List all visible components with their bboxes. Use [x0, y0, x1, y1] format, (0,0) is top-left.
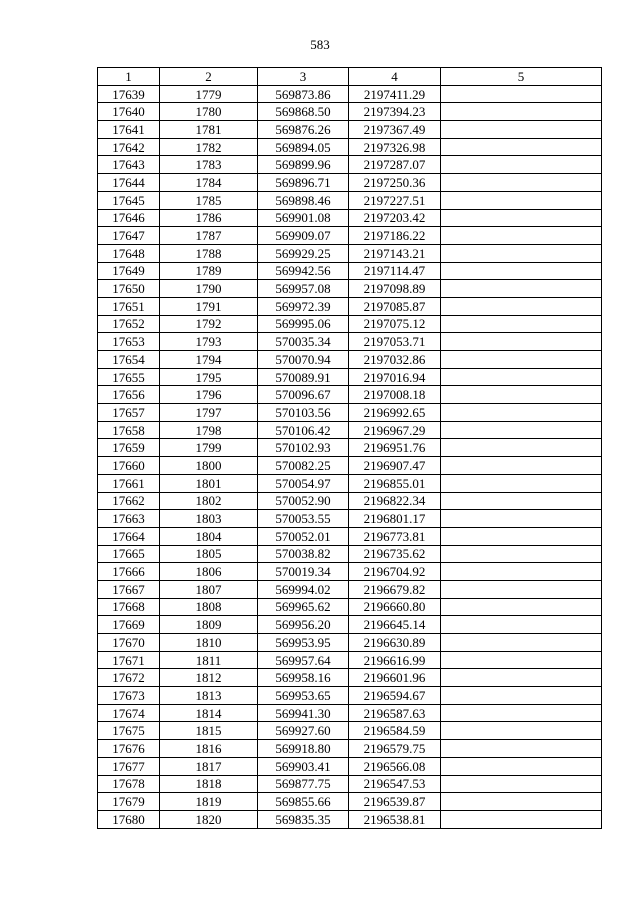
x-coordinate-cell: 570106.42 [258, 421, 349, 439]
table-row [98, 174, 602, 192]
vertex-number-cell: 1781 [160, 121, 258, 139]
vertex-number-cell: 1820 [160, 810, 258, 828]
vertex-number-cell: 1795 [160, 368, 258, 386]
note-cell [441, 368, 602, 386]
y-coordinate-cell: 2197114.47 [349, 262, 441, 280]
note-cell [441, 722, 602, 740]
table-row [98, 722, 602, 740]
note-cell [441, 280, 602, 298]
x-coordinate-cell: 569957.64 [258, 651, 349, 669]
vertex-number-cell: 1787 [160, 227, 258, 245]
note-cell [441, 510, 602, 528]
table-row [98, 457, 602, 475]
y-coordinate-cell: 2197053.71 [349, 333, 441, 351]
point-number-cell: 17673 [98, 687, 160, 705]
vertex-number-cell: 1808 [160, 598, 258, 616]
x-coordinate-cell: 569909.07 [258, 227, 349, 245]
x-coordinate-cell: 569965.62 [258, 598, 349, 616]
note-cell [441, 333, 602, 351]
note-cell [441, 404, 602, 422]
note-cell [441, 103, 602, 121]
y-coordinate-cell: 2197008.18 [349, 386, 441, 404]
note-cell [441, 545, 602, 563]
vertex-number-cell: 1793 [160, 333, 258, 351]
note-cell [441, 634, 602, 652]
x-coordinate-cell: 570102.93 [258, 439, 349, 457]
note-cell [441, 297, 602, 315]
y-coordinate-cell: 2197326.98 [349, 138, 441, 156]
note-cell [441, 156, 602, 174]
vertex-number-cell: 1800 [160, 457, 258, 475]
table-row [98, 545, 602, 563]
vertex-number-cell: 1791 [160, 297, 258, 315]
x-coordinate-cell: 569835.35 [258, 810, 349, 828]
x-coordinate-cell: 569903.41 [258, 757, 349, 775]
table-row [98, 315, 602, 333]
vertex-number-cell: 1780 [160, 103, 258, 121]
x-coordinate-cell: 569896.71 [258, 174, 349, 192]
y-coordinate-cell: 2196601.96 [349, 669, 441, 687]
x-coordinate-cell: 569877.75 [258, 775, 349, 793]
x-coordinate-cell: 570082.25 [258, 457, 349, 475]
vertex-number-cell: 1805 [160, 545, 258, 563]
x-coordinate-cell: 570052.90 [258, 492, 349, 510]
vertex-number-cell: 1783 [160, 156, 258, 174]
x-coordinate-cell: 569953.95 [258, 634, 349, 652]
x-coordinate-cell: 569873.86 [258, 85, 349, 103]
table-row [98, 421, 602, 439]
note-cell [441, 687, 602, 705]
vertex-number-cell: 1806 [160, 563, 258, 581]
point-number-cell: 17679 [98, 793, 160, 811]
x-coordinate-cell: 569957.08 [258, 280, 349, 298]
vertex-number-cell: 1794 [160, 351, 258, 369]
point-number-cell: 17640 [98, 103, 160, 121]
y-coordinate-cell: 2196616.99 [349, 651, 441, 669]
point-number-cell: 17672 [98, 669, 160, 687]
vertex-number-cell: 1812 [160, 669, 258, 687]
point-number-cell: 17661 [98, 474, 160, 492]
table-row [98, 740, 602, 758]
y-coordinate-cell: 2197016.94 [349, 368, 441, 386]
page-number: 583 [310, 37, 330, 52]
y-coordinate-cell: 2197250.36 [349, 174, 441, 192]
y-coordinate-cell: 2196773.81 [349, 527, 441, 545]
note-cell [441, 386, 602, 404]
vertex-number-cell: 1784 [160, 174, 258, 192]
table-row [98, 404, 602, 422]
vertex-number-cell: 1782 [160, 138, 258, 156]
table-row [98, 156, 602, 174]
note-cell [441, 563, 602, 581]
y-coordinate-cell: 2196579.75 [349, 740, 441, 758]
note-cell [441, 527, 602, 545]
vertex-number-cell: 1796 [160, 386, 258, 404]
vertex-number-cell: 1792 [160, 315, 258, 333]
point-number-cell: 17665 [98, 545, 160, 563]
table-header-row [98, 68, 602, 86]
point-number-cell: 17676 [98, 740, 160, 758]
y-coordinate-cell: 2197367.49 [349, 121, 441, 139]
note-cell [441, 174, 602, 192]
point-number-cell: 17653 [98, 333, 160, 351]
x-coordinate-cell: 570089.91 [258, 368, 349, 386]
column-header-1: 1 [98, 68, 160, 86]
note-cell [441, 227, 602, 245]
note-cell [441, 439, 602, 457]
table-row [98, 793, 602, 811]
table-row [98, 297, 602, 315]
x-coordinate-cell: 569956.20 [258, 616, 349, 634]
x-coordinate-cell: 569958.16 [258, 669, 349, 687]
table-row [98, 616, 602, 634]
x-coordinate-cell: 569941.30 [258, 704, 349, 722]
note-cell [441, 810, 602, 828]
table-row [98, 474, 602, 492]
table-row [98, 103, 602, 121]
x-coordinate-cell: 570053.55 [258, 510, 349, 528]
point-number-cell: 17666 [98, 563, 160, 581]
x-coordinate-cell: 569972.39 [258, 297, 349, 315]
y-coordinate-cell: 2196822.34 [349, 492, 441, 510]
table-row [98, 439, 602, 457]
vertex-number-cell: 1799 [160, 439, 258, 457]
point-number-cell: 17659 [98, 439, 160, 457]
y-coordinate-cell: 2197186.22 [349, 227, 441, 245]
point-number-cell: 17656 [98, 386, 160, 404]
point-number-cell: 17641 [98, 121, 160, 139]
y-coordinate-cell: 2196855.01 [349, 474, 441, 492]
vertex-number-cell: 1804 [160, 527, 258, 545]
table-row [98, 262, 602, 280]
x-coordinate-cell: 569953.65 [258, 687, 349, 705]
column-header-5: 5 [441, 68, 602, 86]
table-row [98, 85, 602, 103]
vertex-number-cell: 1803 [160, 510, 258, 528]
vertex-number-cell: 1785 [160, 191, 258, 209]
note-cell [441, 421, 602, 439]
y-coordinate-cell: 2196679.82 [349, 580, 441, 598]
y-coordinate-cell: 2197143.21 [349, 244, 441, 262]
vertex-number-cell: 1813 [160, 687, 258, 705]
x-coordinate-cell: 569899.96 [258, 156, 349, 174]
point-number-cell: 17655 [98, 368, 160, 386]
vertex-number-cell: 1809 [160, 616, 258, 634]
vertex-number-cell: 1807 [160, 580, 258, 598]
note-cell [441, 262, 602, 280]
vertex-number-cell: 1810 [160, 634, 258, 652]
table-row [98, 244, 602, 262]
x-coordinate-cell: 570052.01 [258, 527, 349, 545]
table-row [98, 775, 602, 793]
table-row [98, 121, 602, 139]
point-number-cell: 17677 [98, 757, 160, 775]
y-coordinate-cell: 2196587.63 [349, 704, 441, 722]
table-row [98, 651, 602, 669]
column-header-3: 3 [258, 68, 349, 86]
point-number-cell: 17670 [98, 634, 160, 652]
point-number-cell: 17658 [98, 421, 160, 439]
note-cell [441, 598, 602, 616]
point-number-cell: 17642 [98, 138, 160, 156]
x-coordinate-cell: 569898.46 [258, 191, 349, 209]
y-coordinate-cell: 2197085.87 [349, 297, 441, 315]
column-header-4: 4 [349, 68, 441, 86]
vertex-number-cell: 1818 [160, 775, 258, 793]
vertex-number-cell: 1798 [160, 421, 258, 439]
point-number-cell: 17648 [98, 244, 160, 262]
table-row [98, 810, 602, 828]
point-number-cell: 17647 [98, 227, 160, 245]
vertex-number-cell: 1802 [160, 492, 258, 510]
point-number-cell: 17652 [98, 315, 160, 333]
point-number-cell: 17649 [98, 262, 160, 280]
y-coordinate-cell: 2197394.23 [349, 103, 441, 121]
table-row [98, 227, 602, 245]
table-body [98, 85, 602, 828]
table-row [98, 510, 602, 528]
y-coordinate-cell: 2196630.89 [349, 634, 441, 652]
point-number-cell: 17669 [98, 616, 160, 634]
y-coordinate-cell: 2196907.47 [349, 457, 441, 475]
y-coordinate-cell: 2196951.76 [349, 439, 441, 457]
y-coordinate-cell: 2197032.86 [349, 351, 441, 369]
table-row [98, 580, 602, 598]
point-number-cell: 17678 [98, 775, 160, 793]
x-coordinate-cell: 569942.56 [258, 262, 349, 280]
point-number-cell: 17674 [98, 704, 160, 722]
y-coordinate-cell: 2196704.92 [349, 563, 441, 581]
vertex-number-cell: 1779 [160, 85, 258, 103]
point-number-cell: 17646 [98, 209, 160, 227]
point-number-cell: 17675 [98, 722, 160, 740]
y-coordinate-cell: 2197411.29 [349, 85, 441, 103]
note-cell [441, 121, 602, 139]
point-number-cell: 17663 [98, 510, 160, 528]
note-cell [441, 244, 602, 262]
point-number-cell: 17667 [98, 580, 160, 598]
x-coordinate-cell: 570096.67 [258, 386, 349, 404]
note-cell [441, 85, 602, 103]
table-row [98, 598, 602, 616]
x-coordinate-cell: 569918.80 [258, 740, 349, 758]
point-number-cell: 17644 [98, 174, 160, 192]
point-number-cell: 17671 [98, 651, 160, 669]
point-number-cell: 17657 [98, 404, 160, 422]
vertex-number-cell: 1815 [160, 722, 258, 740]
y-coordinate-cell: 2197098.89 [349, 280, 441, 298]
note-cell [441, 209, 602, 227]
y-coordinate-cell: 2196735.62 [349, 545, 441, 563]
note-cell [441, 651, 602, 669]
vertex-number-cell: 1789 [160, 262, 258, 280]
x-coordinate-cell: 570070.94 [258, 351, 349, 369]
note-cell [441, 474, 602, 492]
point-number-cell: 17664 [98, 527, 160, 545]
point-number-cell: 17668 [98, 598, 160, 616]
note-cell [441, 351, 602, 369]
note-cell [441, 580, 602, 598]
y-coordinate-cell: 2197075.12 [349, 315, 441, 333]
table-row [98, 492, 602, 510]
y-coordinate-cell: 2197203.42 [349, 209, 441, 227]
note-cell [441, 492, 602, 510]
table-row [98, 333, 602, 351]
table-row [98, 280, 602, 298]
vertex-number-cell: 1811 [160, 651, 258, 669]
point-number-cell: 17643 [98, 156, 160, 174]
vertex-number-cell: 1786 [160, 209, 258, 227]
note-cell [441, 191, 602, 209]
table-row [98, 757, 602, 775]
point-number-cell: 17650 [98, 280, 160, 298]
x-coordinate-cell: 569901.08 [258, 209, 349, 227]
x-coordinate-cell: 569868.50 [258, 103, 349, 121]
table-row [98, 634, 602, 652]
y-coordinate-cell: 2196660.80 [349, 598, 441, 616]
table-row [98, 191, 602, 209]
x-coordinate-cell: 570019.34 [258, 563, 349, 581]
note-cell [441, 315, 602, 333]
note-cell [441, 740, 602, 758]
note-cell [441, 138, 602, 156]
x-coordinate-cell: 570103.56 [258, 404, 349, 422]
x-coordinate-cell: 569876.26 [258, 121, 349, 139]
y-coordinate-cell: 2196584.59 [349, 722, 441, 740]
note-cell [441, 704, 602, 722]
point-number-cell: 17651 [98, 297, 160, 315]
column-header-2: 2 [160, 68, 258, 86]
y-coordinate-cell: 2196992.65 [349, 404, 441, 422]
y-coordinate-cell: 2197227.51 [349, 191, 441, 209]
point-number-cell: 17639 [98, 85, 160, 103]
x-coordinate-cell: 569994.02 [258, 580, 349, 598]
table-row [98, 527, 602, 545]
note-cell [441, 616, 602, 634]
vertex-number-cell: 1819 [160, 793, 258, 811]
x-coordinate-cell: 569927.60 [258, 722, 349, 740]
vertex-number-cell: 1790 [160, 280, 258, 298]
x-coordinate-cell: 569855.66 [258, 793, 349, 811]
point-number-cell: 17645 [98, 191, 160, 209]
table-row [98, 563, 602, 581]
note-cell [441, 793, 602, 811]
y-coordinate-cell: 2196538.81 [349, 810, 441, 828]
x-coordinate-cell: 569995.06 [258, 315, 349, 333]
y-coordinate-cell: 2196539.87 [349, 793, 441, 811]
y-coordinate-cell: 2196967.29 [349, 421, 441, 439]
vertex-number-cell: 1788 [160, 244, 258, 262]
x-coordinate-cell: 570054.97 [258, 474, 349, 492]
point-number-cell: 17654 [98, 351, 160, 369]
point-number-cell: 17660 [98, 457, 160, 475]
table-row [98, 386, 602, 404]
y-coordinate-cell: 2196566.08 [349, 757, 441, 775]
vertex-number-cell: 1817 [160, 757, 258, 775]
note-cell [441, 775, 602, 793]
point-number-cell: 17680 [98, 810, 160, 828]
vertex-number-cell: 1814 [160, 704, 258, 722]
table-row [98, 138, 602, 156]
coordinates-table [97, 67, 602, 829]
vertex-number-cell: 1797 [160, 404, 258, 422]
table-row [98, 209, 602, 227]
note-cell [441, 757, 602, 775]
x-coordinate-cell: 570035.34 [258, 333, 349, 351]
note-cell [441, 457, 602, 475]
table-row [98, 368, 602, 386]
y-coordinate-cell: 2196645.14 [349, 616, 441, 634]
y-coordinate-cell: 2196594.67 [349, 687, 441, 705]
x-coordinate-cell: 569929.25 [258, 244, 349, 262]
x-coordinate-cell: 569894.05 [258, 138, 349, 156]
table-row [98, 351, 602, 369]
x-coordinate-cell: 570038.82 [258, 545, 349, 563]
table-row [98, 687, 602, 705]
y-coordinate-cell: 2196547.53 [349, 775, 441, 793]
table-row [98, 704, 602, 722]
vertex-number-cell: 1801 [160, 474, 258, 492]
vertex-number-cell: 1816 [160, 740, 258, 758]
note-cell [441, 669, 602, 687]
table-row [98, 669, 602, 687]
y-coordinate-cell: 2196801.17 [349, 510, 441, 528]
point-number-cell: 17662 [98, 492, 160, 510]
y-coordinate-cell: 2197287.07 [349, 156, 441, 174]
